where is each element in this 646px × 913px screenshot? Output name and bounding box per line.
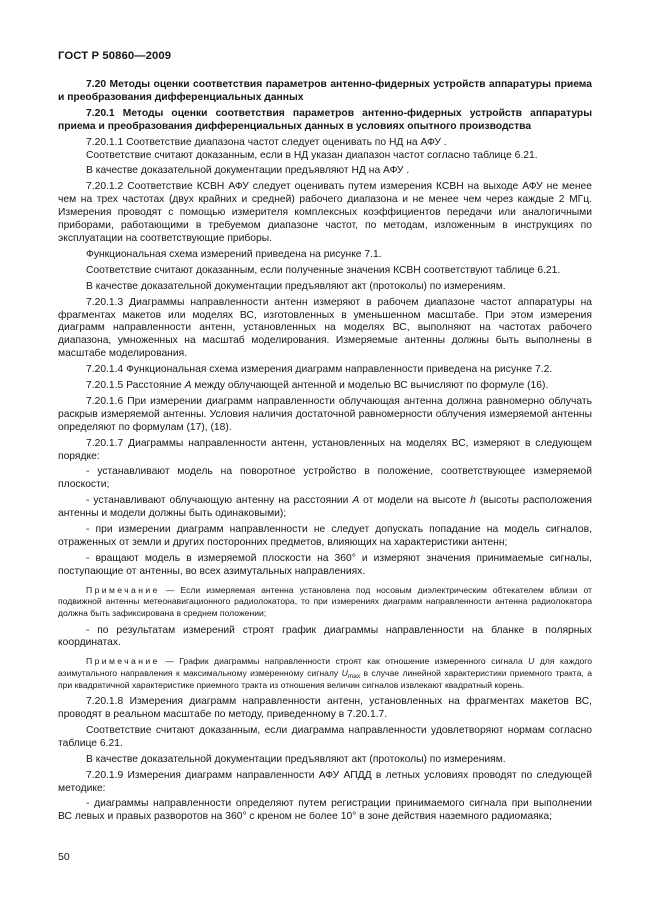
- paragraph: 7.20.1.2 Соответствие КСВН АФУ следует оценивать путем измерения КСВН на выходе АФУ не менее чем на трех частотах (двух крайних и средней) рабочего диапазона и не менее чем через каждые 2 МГц. Измерения проводят с помощью измерителя комплексных коэффициентов передачи или аналогичными приборами, работающими в требуемом диапазоне частот, по методам, изложенным в инструкциях по эксплуатации на соответствующие приборы.: [58, 181, 592, 244]
- paragraph: 7.20.1.6 При измерении диаграмм направленности облучающая антенна должна равномерно облучать раскрыв измеряемой антенны. Условия наличия достаточной равномерности облучения измеряемой антенны определяют по формулам (17), (18).: [58, 395, 592, 433]
- paragraph: В качестве доказательной документации предъявляют НД на АФУ .: [86, 165, 410, 177]
- paragraph: В качестве доказательной документации предъявляют акт (протоколы) по измерениям.: [86, 280, 506, 292]
- paragraph: 7.20.1.1 Соответствие диапазона частот следует оценивать по НД на АФУ .: [86, 136, 447, 148]
- text-run: - устанавливают облучающую антенну на расстоянии: [86, 495, 353, 507]
- subscript-max: max: [347, 672, 361, 680]
- document-header: ГОСТ Р 50860—2009: [58, 50, 172, 62]
- note-text: в случае линейной характеристики приемного тракта, а при квадратичной характеристике приемного тракта из отношения величин сигналов извлекают квадратный корень.: [58, 667, 592, 690]
- text-run: между облучающей антенной и моделью ВС вычисляют по формуле (16).: [191, 380, 549, 392]
- text-run: от модели на высоте: [359, 495, 471, 507]
- variable-h: h: [470, 495, 476, 507]
- note-text: для каждого азимутального направления к максимальному измеренному сигналу: [58, 656, 592, 678]
- list-item: - диаграммы направленности определяют путем регистрации принимаемого сигнала при выполнении ВС левых и правых разворотов на 360° с креном не более 10° в зоне действия наземного радиомаяка;: [58, 798, 592, 823]
- paragraph: Соответствие считают доказанным, если в НД указан диапазон частот согласно таблице 6.21.: [86, 149, 538, 161]
- paragraph: В качестве доказательной документации предъявляют акт (протоколы) по измерениям.: [86, 753, 506, 765]
- paragraph: 7.20.1.7 Диаграммы направленности антенн, установленных на моделях ВС, измеряют в следующем порядке:: [58, 437, 592, 462]
- paragraph: Соответствие считают доказанным, если полученные значения КСВН соответствуют таблице 6.21.: [86, 264, 561, 276]
- variable-umax: U: [341, 667, 348, 678]
- list-item: [58, 495, 592, 521]
- paragraph: [58, 364, 592, 377]
- note-label: Примечание: [86, 656, 160, 667]
- list-item: - устанавливают модель на поворотное устройство в положение, соответствующее измеряемой плоскости;: [58, 466, 592, 491]
- list-item: - по результатам измерений строят график диаграммы направленности на бланке в полярных координатах.: [58, 624, 592, 649]
- paragraph: 7.20.1.9 Измерения диаграмм направленности АФУ АПДД в летных условиях проводят по следующей методике:: [58, 769, 592, 794]
- page-number: 50: [58, 851, 70, 863]
- paragraph: 7.20.1.8 Измерения диаграмм направленности антенн, установленных на фрагментах макетов ВС, проводят в реальном масштабе по методу, приведенному в 7.20.1.7.: [58, 696, 592, 720]
- note: [58, 656, 592, 691]
- variable-a: A: [352, 495, 360, 507]
- text-run: 7.20.1.5 Расстояние: [86, 380, 185, 392]
- paragraph: 7.20.1.3 Диаграммы направленности антенн измеряют в рабочем диапазоне частот аппаратуры на фрагментах макетов или моделях ВС, изготовленных в уменьшенном масштабе. При этом измерения диаграмм направленности антенн, установленных на моделях ВС, выполняют на частотах рабочего диапазона, умноженных на масштаб моделирования. Измеряемые антенны должны быть выполнены в масштабе моделирования.: [58, 296, 592, 360]
- variable-u: U: [528, 656, 535, 667]
- paragraph: [58, 380, 592, 393]
- text-run: 7.20.1.4 Функциональная схема измерения диаграмм направленности приведена на рисунке 7.2.: [86, 364, 553, 376]
- note-text: — График диаграммы направленности строят как отношение измеренного сигнала: [159, 656, 529, 667]
- note-label: Примечание: [86, 584, 160, 595]
- paragraph: Функциональная схема измерений приведена на рисунке 7.1.: [86, 248, 382, 260]
- paragraph: Соответствие считают доказанным, если диаграмма направленности удовлетворяют нормам согласно таблице 6.21.: [58, 724, 592, 749]
- note-text: — Если измеряемая антенна установлена под носовым диэлектрическим обтекателем вблизи от подвижной антенны метеонавигационного радиолокатора, то при измерениях диаграмм направленности антенна радиолокатора должна быть зафиксирована в среднем положении;: [58, 584, 592, 618]
- list-item: - вращают модель в измеряемой плоскости на 360° и измеряют значения принимаемые сигналы, поступающие от антенны, во всех азимутальных направлениях.: [58, 552, 592, 577]
- text-run: (высоты расположения антенны и модели должны быть одинаковыми);: [58, 495, 592, 520]
- variable-a: A: [184, 380, 192, 392]
- document-body: [58, 79, 592, 824]
- section-heading: 7.20 Методы оценки соответствия параметров антенно-фидерных устройств аппаратуры приема и преобразования дифференциальных данных: [58, 79, 592, 103]
- subsection-heading: 7.20.1 Методы оценки соответствия параметров антенно-фидерных устройств аппаратуры приема и преобразования дифференциальных данных в условиях опытного производства: [58, 107, 592, 132]
- list-item: - при измерении диаграмм направленности не следует допускать попадание на модель сигналов, отраженных от земли и других посторонних предметов, влияющих на характеристики антенн;: [58, 524, 592, 548]
- note: [58, 585, 592, 620]
